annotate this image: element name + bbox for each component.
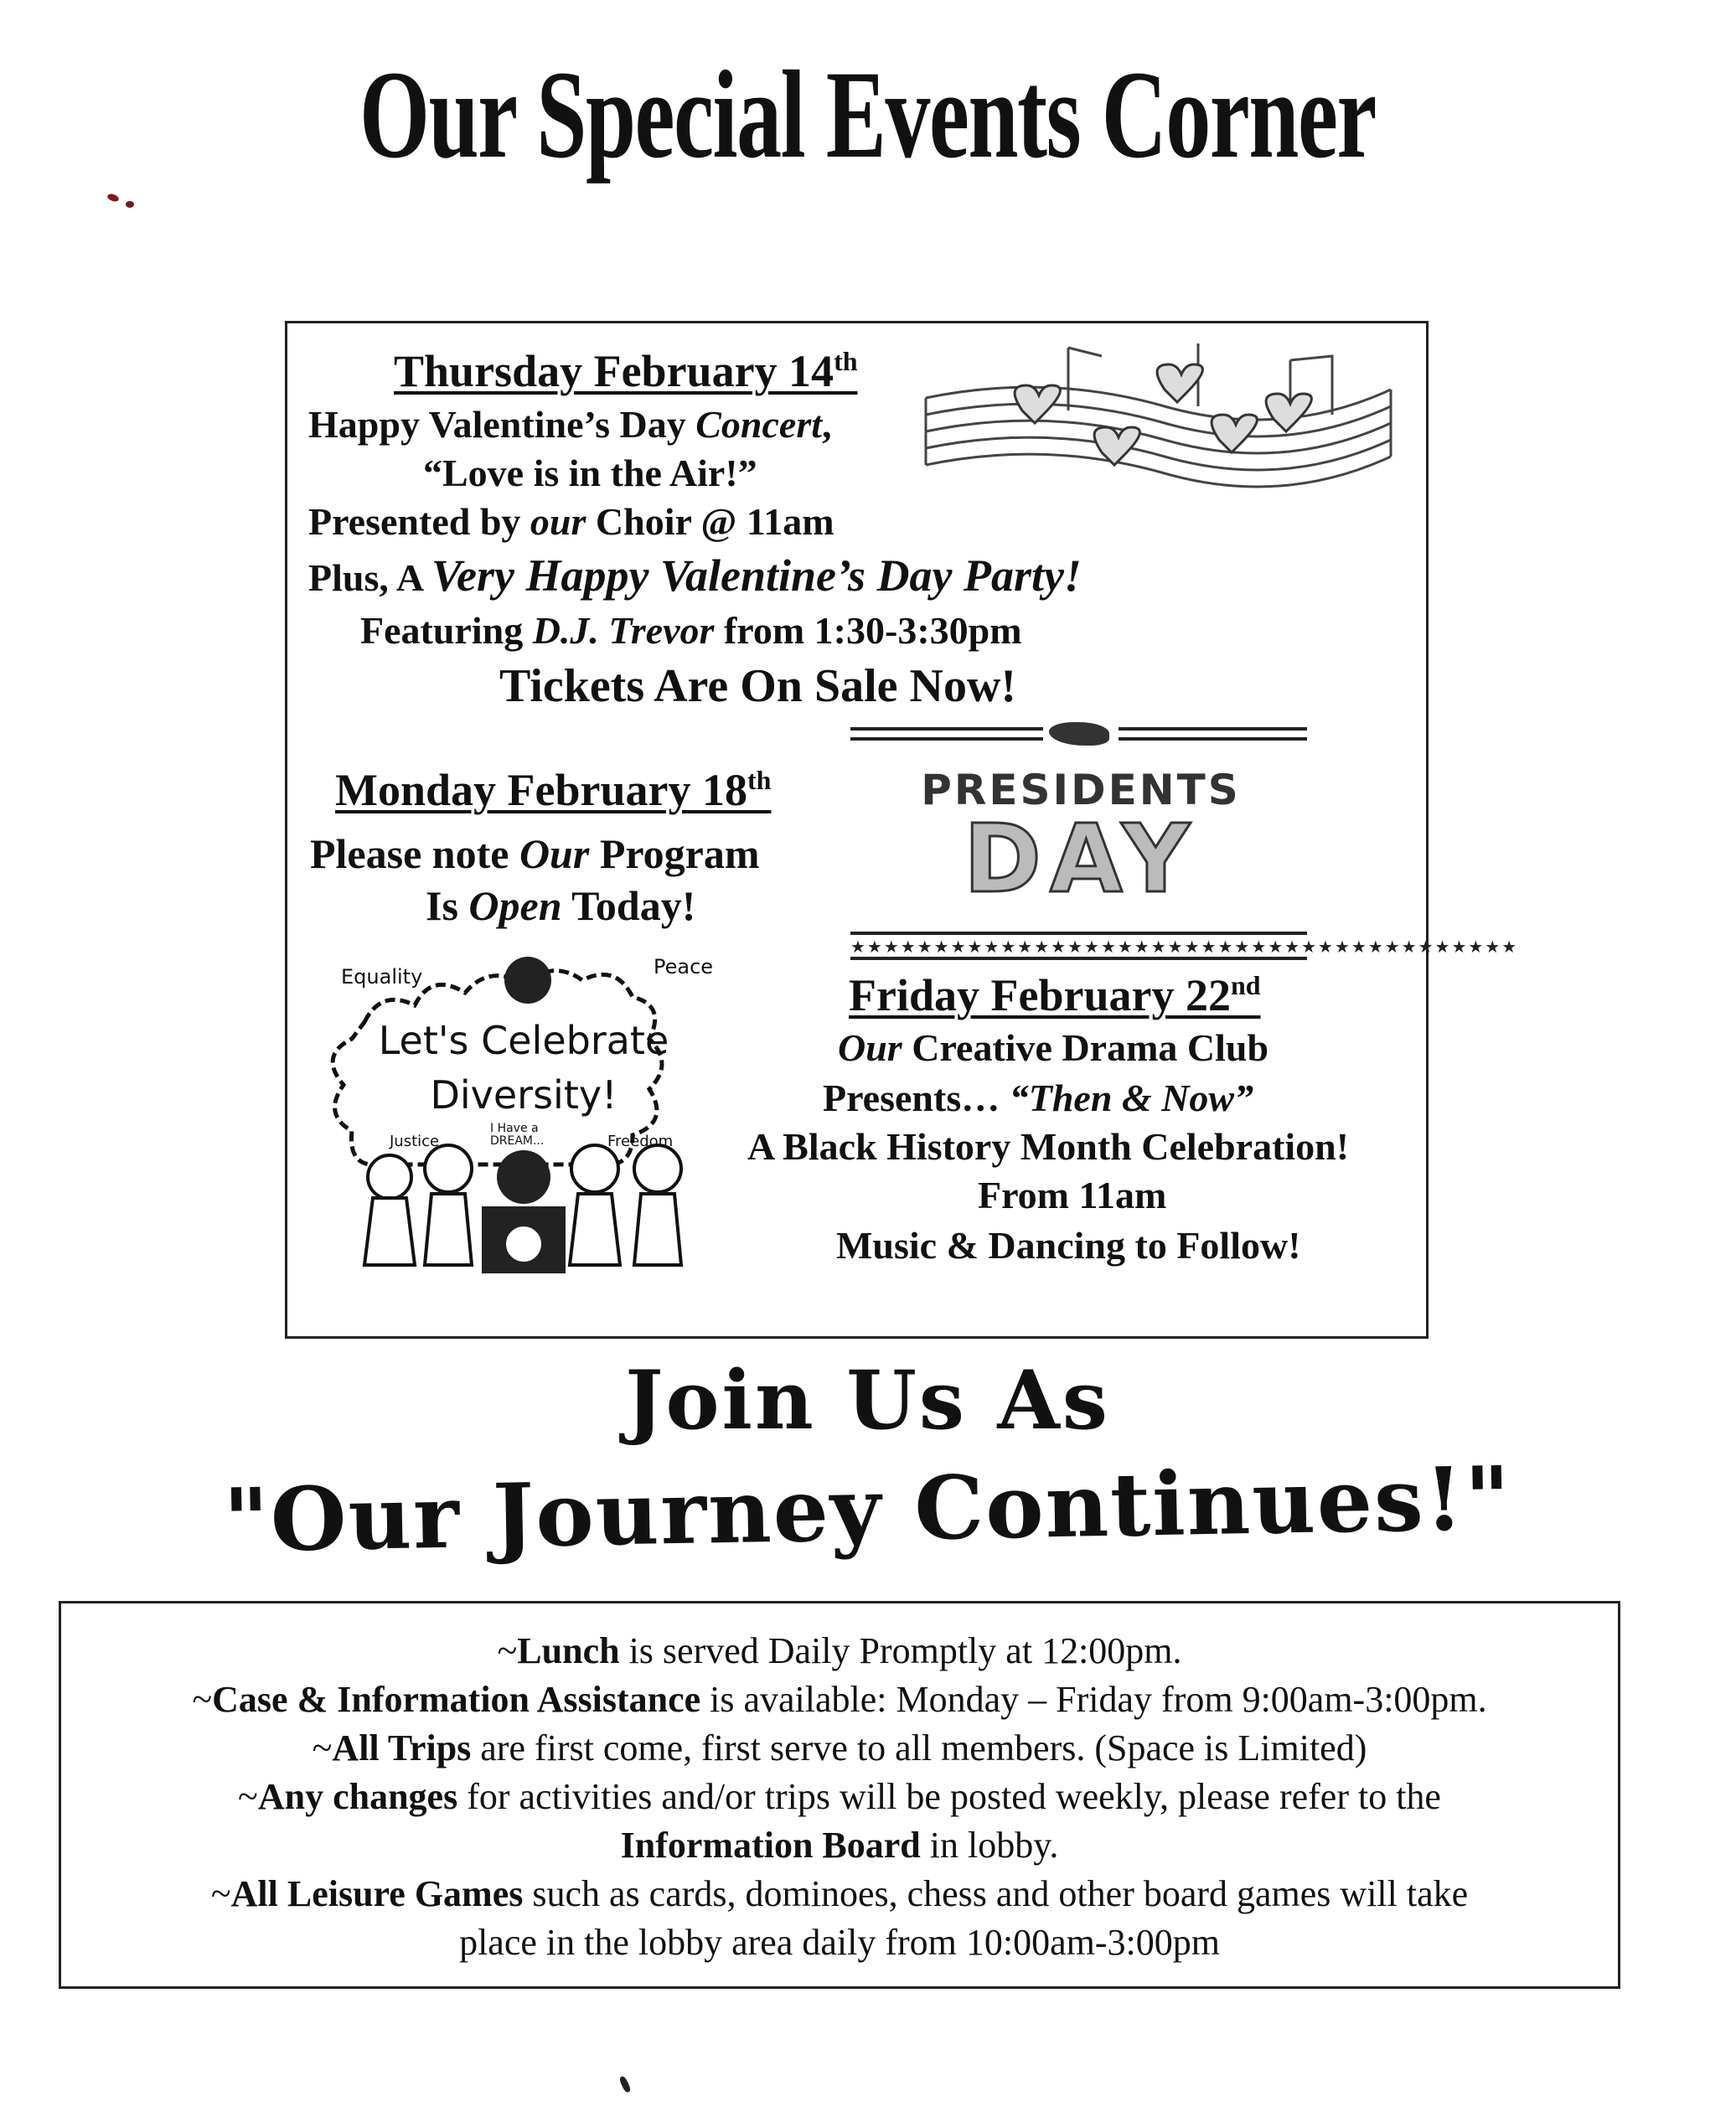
presidents-day-banner [871, 766, 1290, 914]
text: Concert [695, 403, 823, 446]
presidents-date [335, 764, 771, 816]
text: Is [426, 882, 469, 929]
text: from 1:30-3:30pm [714, 609, 1022, 652]
text: Our [519, 830, 590, 877]
drama-line-3: A Black History Month Celebration! [747, 1125, 1350, 1168]
valentine-line-1 [308, 400, 832, 449]
drama-date-sup: nd [1230, 970, 1261, 1000]
valentine-date-text: Thursday February 14 [394, 346, 834, 396]
valentine-line-3 [308, 498, 834, 546]
banner-bottom-text: DAY [963, 805, 1199, 914]
text: All Trips [332, 1727, 472, 1768]
info-item-trips [61, 1724, 1618, 1773]
presidents-line-2 [426, 881, 695, 930]
text: ~ [312, 1727, 333, 1768]
drama-line-5: Music & Dancing to Follow! [836, 1224, 1301, 1267]
valentine-date-sup: th [834, 346, 858, 376]
divider-top [1119, 727, 1307, 731]
info-item-changes-cont [61, 1821, 1618, 1870]
text: Program [589, 830, 760, 877]
diversity-word-justice: Justice [390, 1133, 440, 1150]
presidents-date-sup: th [747, 765, 772, 795]
text: ~ [497, 1630, 518, 1671]
info-box [59, 1601, 1620, 1989]
text: ~ [210, 1873, 231, 1914]
divider-top [850, 727, 1043, 731]
valentine-line-6: Tickets Are On Sale Now! [499, 660, 1017, 712]
info-item-games [61, 1870, 1618, 1918]
drama-line-2 [823, 1074, 1253, 1123]
ink-speck [106, 193, 120, 203]
text: are first come, first serve to all members. (Space is Limited) [471, 1727, 1367, 1768]
ink-speck [126, 201, 134, 208]
text: for activities and/or trips will be posted weekly, please refer to the [457, 1776, 1441, 1817]
diversity-word-equality: Equality [341, 965, 423, 989]
text: in lobby. [920, 1825, 1059, 1866]
info-item-lunch [61, 1627, 1618, 1676]
text: Choir @ 11am [586, 500, 834, 543]
drama-line-1 [838, 1024, 1268, 1072]
diversity-clipart [331, 955, 733, 1290]
drama-line-4: From 11am [978, 1174, 1167, 1216]
diversity-main-1: Let's Celebrate [378, 1018, 669, 1063]
diversity-word-peace: Peace [654, 955, 714, 978]
divider-top [1119, 737, 1307, 741]
music-notes-illustration [922, 331, 1399, 528]
text: ~ [192, 1679, 213, 1720]
text: Creative Drama Club [902, 1026, 1269, 1069]
valentine-line-5 [360, 607, 1022, 655]
text: our [530, 500, 586, 543]
text: Please note [310, 830, 519, 877]
text: ~ [238, 1776, 258, 1817]
text: Lunch [517, 1630, 620, 1671]
text: Today! [561, 882, 696, 929]
text: Featuring [360, 609, 533, 652]
info-item-games-cont: place in the lobby area daily from 10:00am-3:00pm [459, 1922, 1220, 1963]
ink-speck [618, 2075, 632, 2094]
text: Any changes [257, 1776, 458, 1817]
join-line-2: "Our Journey Continues!" [222, 1446, 1513, 1572]
text: Presents… [823, 1077, 1010, 1119]
text: All Leisure Games [230, 1873, 524, 1914]
star-divider: ★★★★★★★★★★★★★★★★★★★★★★★★★★★★★★★★★★★★★★★★ [850, 937, 1519, 957]
valentine-date [394, 345, 858, 397]
text: Very Happy Valentine’s Day Party! [431, 550, 1082, 601]
info-item-assistance [61, 1676, 1618, 1724]
presidents-line-1 [310, 829, 760, 878]
diversity-main-2: Diversity! [430, 1072, 617, 1118]
valentine-line-4 [308, 551, 1082, 602]
text: “Then & Now” [1009, 1077, 1254, 1119]
presidents-date-text: Monday February 18 [335, 765, 747, 815]
join-line-1: Join Us As [625, 1353, 1110, 1448]
page-title: Our Special Events Corner [359, 45, 1376, 184]
divider-top [850, 737, 1043, 741]
text: such as cards, dominoes, chess and other board games will take [523, 1873, 1469, 1914]
valentine-line-2: “Love is in the Air!” [423, 452, 757, 494]
divider-bottom [850, 932, 1307, 935]
diversity-word-freedom: Freedom [607, 1133, 674, 1150]
text: , [822, 403, 832, 446]
text: is served Daily Promptly at 12:00pm. [619, 1630, 1182, 1671]
banner-top-text: PRESIDENTS [921, 766, 1241, 814]
divider-bottom [850, 957, 1307, 960]
text: Our [838, 1026, 902, 1069]
text: Information Board [620, 1825, 921, 1866]
text: Presented by [308, 500, 530, 543]
text: Open [468, 882, 562, 929]
drama-date [849, 969, 1261, 1021]
text: Happy Valentine’s Day [308, 403, 696, 446]
text: is available: Monday – Friday from 9:00am-3:00pm. [700, 1679, 1487, 1720]
diversity-word-dream: I Have a DREAM... [490, 1122, 545, 1148]
drama-date-text: Friday February 22 [849, 970, 1231, 1020]
text: D.J. Trevor [532, 609, 715, 652]
text: Plus, A [308, 556, 432, 599]
text: Case & Information Assistance [212, 1679, 701, 1720]
info-item-changes [61, 1773, 1618, 1821]
